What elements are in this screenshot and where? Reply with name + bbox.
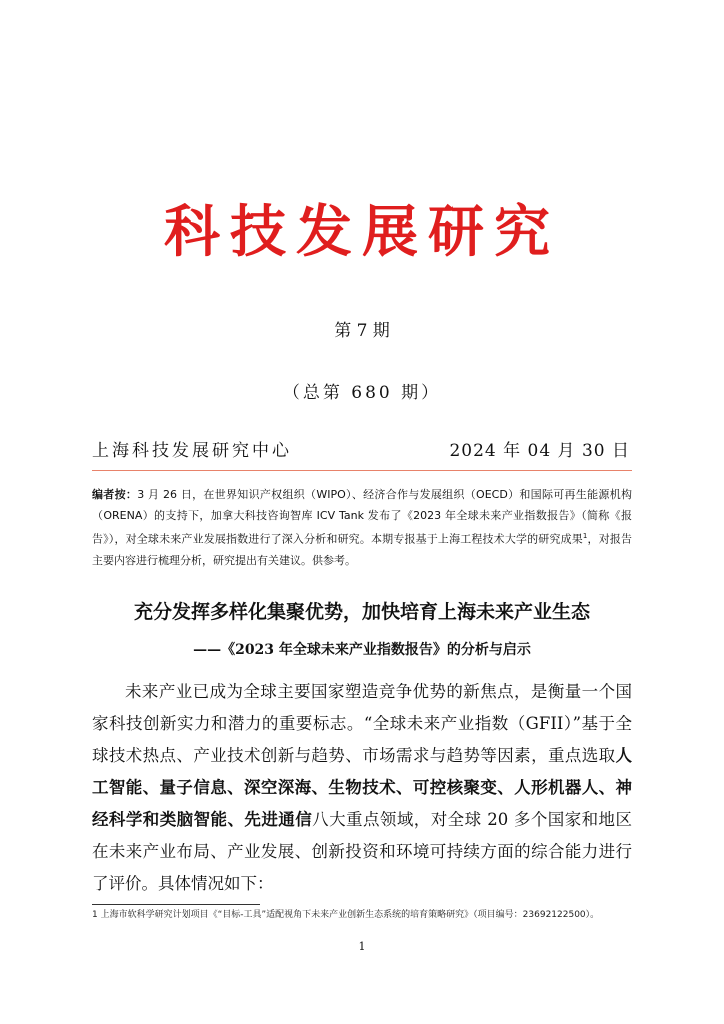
body-bold-fields: 人工智能、量子信息、深空深海、生物技术、可控核聚变、人形机器人、神经科学和类脑智能、先进通信 (92, 746, 632, 829)
issue-number: 第 7 期 (334, 321, 390, 341)
organization-name: 上海科技发展研究中心 (92, 441, 292, 461)
article-subtitle: ——《2023 年全球未来产业指数报告》的分析与启示 (193, 642, 531, 658)
footnote-mark: 1 (582, 532, 588, 540)
article-title: 充分发挥多样化集聚优势，加快培育上海未来产业生态 (133, 601, 590, 623)
editor-note-label: 编者按 (92, 488, 126, 501)
editor-note-text: 3 月 26 日，在世界知识产权组织（WIPO）、经济合作与发展组织（OECD）和国际可再生能源机构（ORENA）的支持下，加拿大科技咨询智库 ICV Tank 发布了《2023 年全球未来产业指数报告》（简称《报告》），对全球未来产业发展指数进行了深入分析和研究。本期专报基于上海工程技术大学的研究成果 (92, 488, 633, 546)
footnote-divider (92, 904, 260, 905)
page-number: 1 (358, 940, 366, 953)
editor-note-text-end: ，对报告主要内容进行梳理分析，研究提出有关建议。供参考。 (92, 532, 633, 567)
body-paragraph (92, 676, 632, 900)
total-issue-number: （总第 680 期） (282, 383, 442, 403)
footnote: 1 上海市软科学研究计划项目《“目标-工具”适配视角下未来产业创新生态系统的培育策略研究》（项目编号：23692122500）。 (92, 910, 600, 920)
publish-date: 2024 年 04 月 30 日 (449, 441, 630, 461)
masthead-title: 科技发展研究 (164, 199, 560, 265)
editor-note (92, 484, 632, 571)
body-text: 未来产业已成为全球主要国家塑造竞争优势的新焦点，是衡量一个国家科技创新实力和潜力的重要标志。“全球未来产业指数（GFII）”基于全球技术热点、产业技术创新与趋势、市场需求与趋势等因素，重点选取 (92, 682, 632, 765)
article-body (92, 676, 632, 900)
editor-note-colon: ： (125, 488, 138, 501)
header-divider (92, 470, 632, 471)
body-text-end: 八大重点领域，对全球 20 多个国家和地区在未来产业布局、产业发展、创新投资和环境可持续方面的综合能力进行了评价。具体情况如下： (92, 810, 632, 893)
